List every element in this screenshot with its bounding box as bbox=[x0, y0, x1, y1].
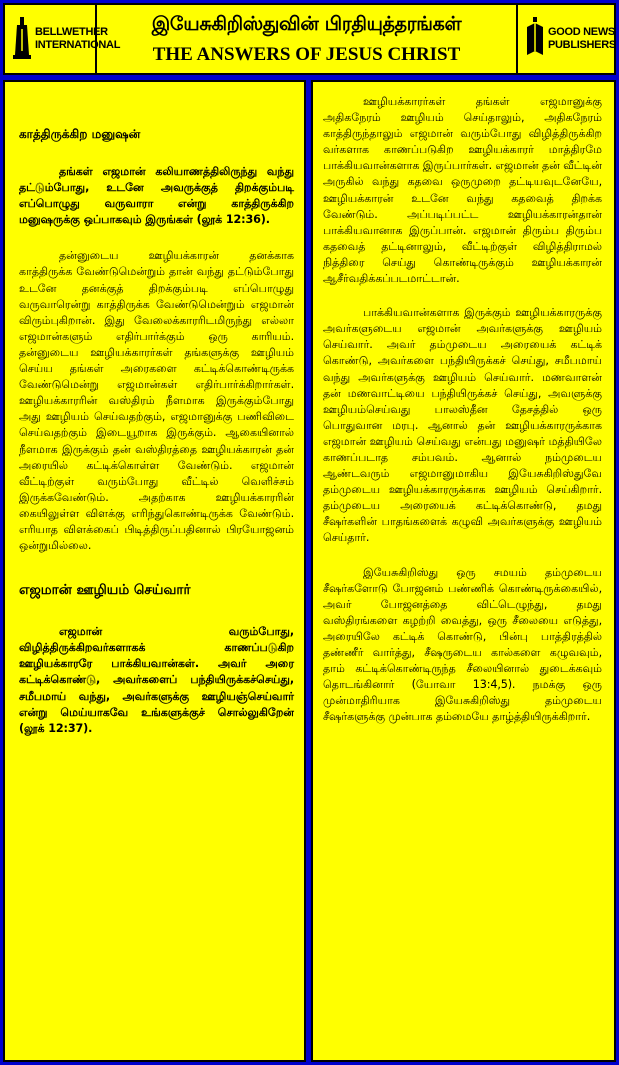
body-paragraph: தன்னுடைய ஊழியக்காரன் தனக்காக காத்திருக்க வேண்டுமென்றும் தான் வந்து தட்டும்போது உடனே தனக்குத் திறக்கும்படி எப்பொழுது வருவாரென்று காத்திருக்க வேண்டுமென்றும் எஜமான் விரும்புகிறான். இது வேலைக்காரரிடமிருந்து எல்லா எஜமான்களும் எதிர்பார்க்கும் ஒரு காரியம். தன்னுடைய ஊழியக்காரர்கள் தங்களுக்கு ஊழியம் செய்ய தங்கள் அரைகளை கட்டிக்கொண்டிருக்க வேண்டுமென்று எஜமான்கள் எதிர்பார்க்கிறார்கள். ஊழியக்காரரின் வஸ்திரம் நீளமாக இருக்கும்போது அது ஊழியம் செய்வதற்கும், எஜமானுக்கு பணிவிடை செய்வதற்கும் இடையூறாக இருக்கும். ஆகையினால் நீளமாக இருக்கும் தன் வஸ்திரத்தை ஊழியக்காரன் தன் அரையில் கட்டிக்கொள்ள வேண்டும். எஜமான் வீட்டிற்குள் வரும்போது வீட்டில் வெளிச்சம் இருக்கவேண்டும். அதற்காக ஊழியக்காரரின் கையிலுள்ள விளக்கு எரிந்துகொண்டிருக்க வேண்டும். எரியாத விளக்கைப் பிடித்திருப்பதினால் பிரயோஜனம் ஒன்றுமில்லை. bbox=[19, 249, 294, 553]
title-english: THE ANSWERS OF JESUS CHRIST bbox=[152, 44, 461, 65]
logo-right-text: GOOD NEWS PUBLISHERS bbox=[548, 26, 616, 51]
right-column bbox=[311, 80, 616, 1062]
title-tamil: இயேசுகிறிஸ்துவின் பிரதியுத்தரங்கள் bbox=[151, 13, 462, 35]
section-heading-waiting-man: காத்திருக்கிற மனுஷன் bbox=[19, 127, 141, 141]
left-column bbox=[3, 80, 306, 1062]
scripture-quote-luke-12-36: தங்கள் எஜமான் கலியாணத்திலிருந்து வந்து தட்டும்போது, உடனே அவருக்குத் திறக்கும்படி எப்பொழுது வருவாரா என்று காத்திருக்கிற மனுஷருக்கு ஒப்பாகவும் இருங்கள் (லூக் 12:36). bbox=[19, 165, 294, 227]
book-icon bbox=[524, 15, 546, 63]
bellwether-icon bbox=[11, 15, 33, 63]
body-paragraph: ஊழியக்காரர்கள் தங்கள் எஜமானுக்கு அதிகநேரம் ஊழியம் செய்தாலும், அதிகநேரம் காத்திருந்தாலும் எஜமான் வரும்போது விழித்திருக்கிற வர்களாக காணப்படுகிற ஊழியக்காரர் மாத்திரமே பாக்கியவான்களாக இருப்பார்கள். எஜமான் தன் வீட்டின் அருகில் வந்து கதவை ஒருமுறை தட்டியவுடனேயே, ஊழியக்காரன் உடனே வந்து கதவைத் திறக்க வேண்டும். அப்படிப்பட்ட ஊழியக்காரன்தான் பாக்கியவானாக இருப்பான். எஜமான் திரும்ப திரும்ப கதவைத் தட்டினாலும், வீட்டிற்குள் விழித்திராமல் நித்திரை செய்து கொண்டிருக்கும் ஊழியக்காரன் ஆசீர்வதிக்கப்படமாட்டான். bbox=[323, 95, 602, 286]
header-banner bbox=[3, 3, 616, 75]
section-heading-master-serves: எஜமான் ஊழியம் செய்வார் bbox=[19, 582, 191, 599]
good-news-logo bbox=[516, 5, 614, 73]
body-paragraph: பாக்கியவான்களாக இருக்கும் ஊழியக்காரருக்கு அவர்களுடைய எஜமான் அவர்களுக்கு ஊழியம் செய்வார். அவர் தம்முடைய அரையைக் கட்டிக் கொண்டு, அவர்களை பந்தியிருக்கச் செய்து, சமீபமாய் வந்து அவர்களுக்கு ஊழியம் செய்வார். மணவாளன் தன் மணவாட்டியை பந்தியிருக்கச் செய்து, அவளுக்கு ஊழியம்செய்வது பாலஸ்தீன தேசத்தில் ஒரு பொதுவான மரபு. ஆனால் தன் ஊழியக்காரருக்காக எஜமான் ஊழியம் செய்வது என்பது மனுஷர் மத்தியிலே காணப்படாத சம்பவம். ஆனால் நம்முடைய ஆண்டவரும் எஜமானுமாகிய இயேசுகிறிஸ்துவே தம்முடைய ஊழியக்காரருக்காக ஊழியம் செய்கிறார். தம்முடைய அரையைக் கட்டிக்கொண்டு, தமது சீஷர்களின் பாதங்களைக் கழுவி அவர்களுக்கு ஊழியம் செய்தார். bbox=[323, 306, 602, 545]
body-paragraph: இயேசுகிறிஸ்து ஒரு சமயம் தம்முடைய சீஷர்களோடு போஜனம் பண்ணிக் கொண்டிருக்கையில், அவர் போஜனத்தை விட்டெழுந்து, தமது வஸ்திரங்களை கழற்றி வைத்து, ஒரு சீலையை எடுத்து, அரையிலே கட்டிக் கொண்டு, பின்பு பாத்திரத்தில் தண்ணீர் வார்த்து, சீஷருடைய கால்களை கழுவவும், தாம் கட்டிக்கொண்டிருந்த சீலையினால் துடைக்கவும் தொடங்கினார் (யோவா 13:4,5). நமக்கு ஒரு முன்மாதிரியாக இயேசுகிறிஸ்து தம்முடைய சீஷர்களுக்கு முன்பாக தம்மையே தாழ்த்தியிருக்கிறார். bbox=[323, 565, 602, 724]
logo-left-text: BELLWETHER INTERNATIONAL bbox=[35, 26, 121, 51]
scripture-quote-luke-12-37: எஜமான் வரும்போது, விழித்திருக்கிறவர்களாகக் காணப்படுகிற ஊழியக்காரரே பாக்கியவான்கள். அவர் அரை கட்டிக்கொண்டு, அவர்களைப் பந்தியிருக்கச்செய்து, சமீபமாய் வந்து, அவர்களுக்கு ஊழியஞ்செய்வார் என்று மெய்யாகவே உங்களுக்குச் சொல்லுகிறேன் (லூக் 12:37). bbox=[19, 625, 294, 735]
bellwether-logo bbox=[5, 5, 121, 73]
title-area bbox=[103, 5, 510, 73]
